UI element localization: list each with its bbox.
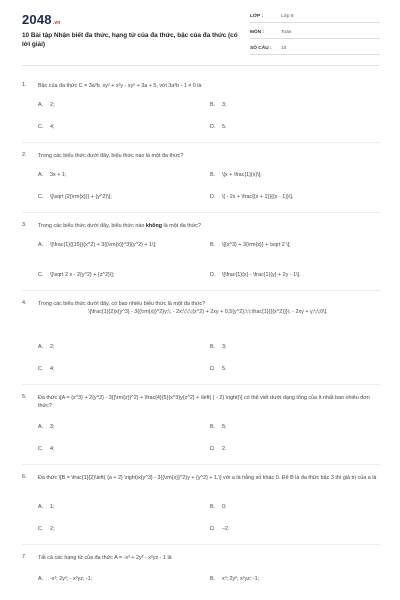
option-b[interactable]: B. \[{x^3} + 3{\rm{x}} + \sqrt 2 \]; — [210, 242, 291, 248]
option-c[interactable]: C. 4; — [38, 446, 55, 452]
question-stem: Trong các biểu thức dưới đây, biểu thức nào không là một đa thức? — [38, 223, 201, 229]
question-stem: Bậc của đa thức C = 3a³b. xy² + x²y - xy² + 3a + 5, với 3a³b - 1 ≠ 0 là — [38, 83, 202, 89]
question-stem: Tất cả các hạng tử của đa thức A = -x³ + 2y² - x²yz - 1 là — [38, 555, 172, 561]
option-d[interactable]: D. –2. — [210, 526, 230, 532]
site-logo[interactable] — [22, 12, 61, 27]
meta-key: SỐ CÂU : — [250, 46, 272, 51]
meta-table — [250, 11, 380, 59]
option-a[interactable]: A. 2; — [38, 344, 55, 350]
option-a[interactable]: A. -x³; 2y²; - x²yz; -1; — [38, 576, 93, 582]
question-number: 7. — [22, 554, 27, 560]
question-divider — [22, 212, 380, 213]
option-c[interactable]: C. 2; — [38, 526, 55, 532]
question-number: 2. — [22, 152, 27, 158]
question-number: 4. — [22, 300, 27, 306]
option-b[interactable]: B. 3; — [210, 344, 227, 350]
meta-value: 10 — [281, 46, 287, 51]
option-d[interactable]: D. 5. — [210, 366, 227, 372]
question-stem: Đa thức \[A = {x^3} + 2{y^2} - 3{{\rm{z}}^2} + \frac{4}{5}{x^3}y{z^2} + \left( { - 2} \right)\] có thể viết dưới dạng tổng của ít nhất bao nhiêu đơn thức? — [38, 395, 370, 409]
option-b[interactable]: B. 0; — [210, 504, 227, 510]
header-divider — [22, 65, 380, 66]
option-a[interactable]: A. 2; — [38, 102, 55, 108]
option-d[interactable]: D. \[ - 2x + \frac{{x + 1}}{{x - 1}}\]. — [210, 194, 294, 200]
question-4 — [22, 300, 380, 332]
meta-value: Toán — [281, 30, 292, 35]
question-divider — [22, 290, 380, 291]
page-title: 10 Bài tập Nhận biết đa thức, hạng tử của đa thức, bậc của đa thức (có lời giải) — [22, 32, 238, 48]
question-number: 5. — [22, 394, 27, 400]
question-number: 6. — [22, 474, 27, 480]
question-stem: Trong các biểu thức dưới đây, có bao nhiêu biểu thức là một đa thức? \[\frac{1}{2}x{y^3} - 3{{\rm{x}}^2}y;\; - 2x;\;\;\;{x^2} + 2xy + 0,5{y^2};\;\;\frac{1}{{{x^2}}}\; - 2xy + y;\;\;0\]. — [38, 300, 378, 316]
question-stem: Đa thức \[B = \frac{1}{2}\left( {a + 2} \right)x{y^3} - 3{{\rm{x}}^2}y + {y^2} + 1,\] với a là hằng số khác 0. Để B là đa thức bậc 3 thì giá trị của a là — [38, 475, 377, 481]
question-divider — [22, 464, 380, 465]
option-b[interactable]: B. 5; — [210, 424, 227, 430]
option-c[interactable]: C. \[\sqrt {2{\rm{x}}} + {y^2}\]; — [38, 194, 112, 200]
option-a[interactable]: A. \[\frac{1}{{15}}{x^2} + 3{{\rm{x}}^3}{y^2} + 1\]; — [38, 242, 157, 248]
option-d[interactable]: D. 5. — [210, 124, 227, 130]
header — [0, 0, 400, 60]
expression-list: \[\frac{1}{2}x{y^3} - 3{{\rm{x}}^2}y;\; - 2x;\;\;\;{x^2} + 2xy + 0,5{y^2};\;\;\frac{1}{{{x^2}}}\; - 2xy + y;\;\;0\]. — [88, 309, 328, 315]
question-divider — [22, 544, 380, 545]
meta-key: MÔN : — [250, 30, 265, 35]
option-b[interactable]: B. 3; — [210, 102, 227, 108]
question-divider — [22, 142, 380, 143]
option-a[interactable]: A. 3x + 1; — [38, 172, 67, 178]
option-c[interactable]: C. 4; — [38, 124, 55, 130]
meta-row-subject — [250, 27, 380, 39]
emphasis-not: không — [145, 223, 163, 229]
question-5 — [22, 394, 380, 414]
meta-key: LỚP : — [250, 14, 264, 19]
question-stem: Trong các biểu thức dưới đây, biểu thức nào là một đa thức? — [38, 153, 184, 159]
option-a[interactable]: A. 3; — [38, 424, 55, 430]
meta-row-count — [250, 43, 380, 55]
meta-row-class — [250, 11, 380, 23]
question-number: 3. — [22, 222, 27, 228]
option-c[interactable]: C. \[\sqrt 2 x - 2{y^2} + {z^2}\]; — [38, 272, 115, 278]
option-b[interactable]: B. x³; 2y²; x²yz; -1; — [210, 576, 260, 582]
logo-suffix: .vn — [52, 20, 61, 26]
option-b[interactable]: B. \[x + \frac{1}{x}\]; — [210, 172, 262, 178]
option-c[interactable]: C. 4; — [38, 366, 55, 372]
option-d[interactable]: D. \[\frac{1}{x} - \frac{1}{y} + 2y - 1\]. — [210, 272, 301, 278]
question-6 — [22, 474, 380, 494]
logo-text: 2048 — [22, 12, 52, 27]
meta-value: Lớp 8 — [281, 14, 294, 19]
question-number: 1. — [22, 82, 27, 88]
option-d[interactable]: D. 2. — [210, 446, 227, 452]
option-a[interactable]: A. 1; — [38, 504, 55, 510]
question-divider — [22, 384, 380, 385]
